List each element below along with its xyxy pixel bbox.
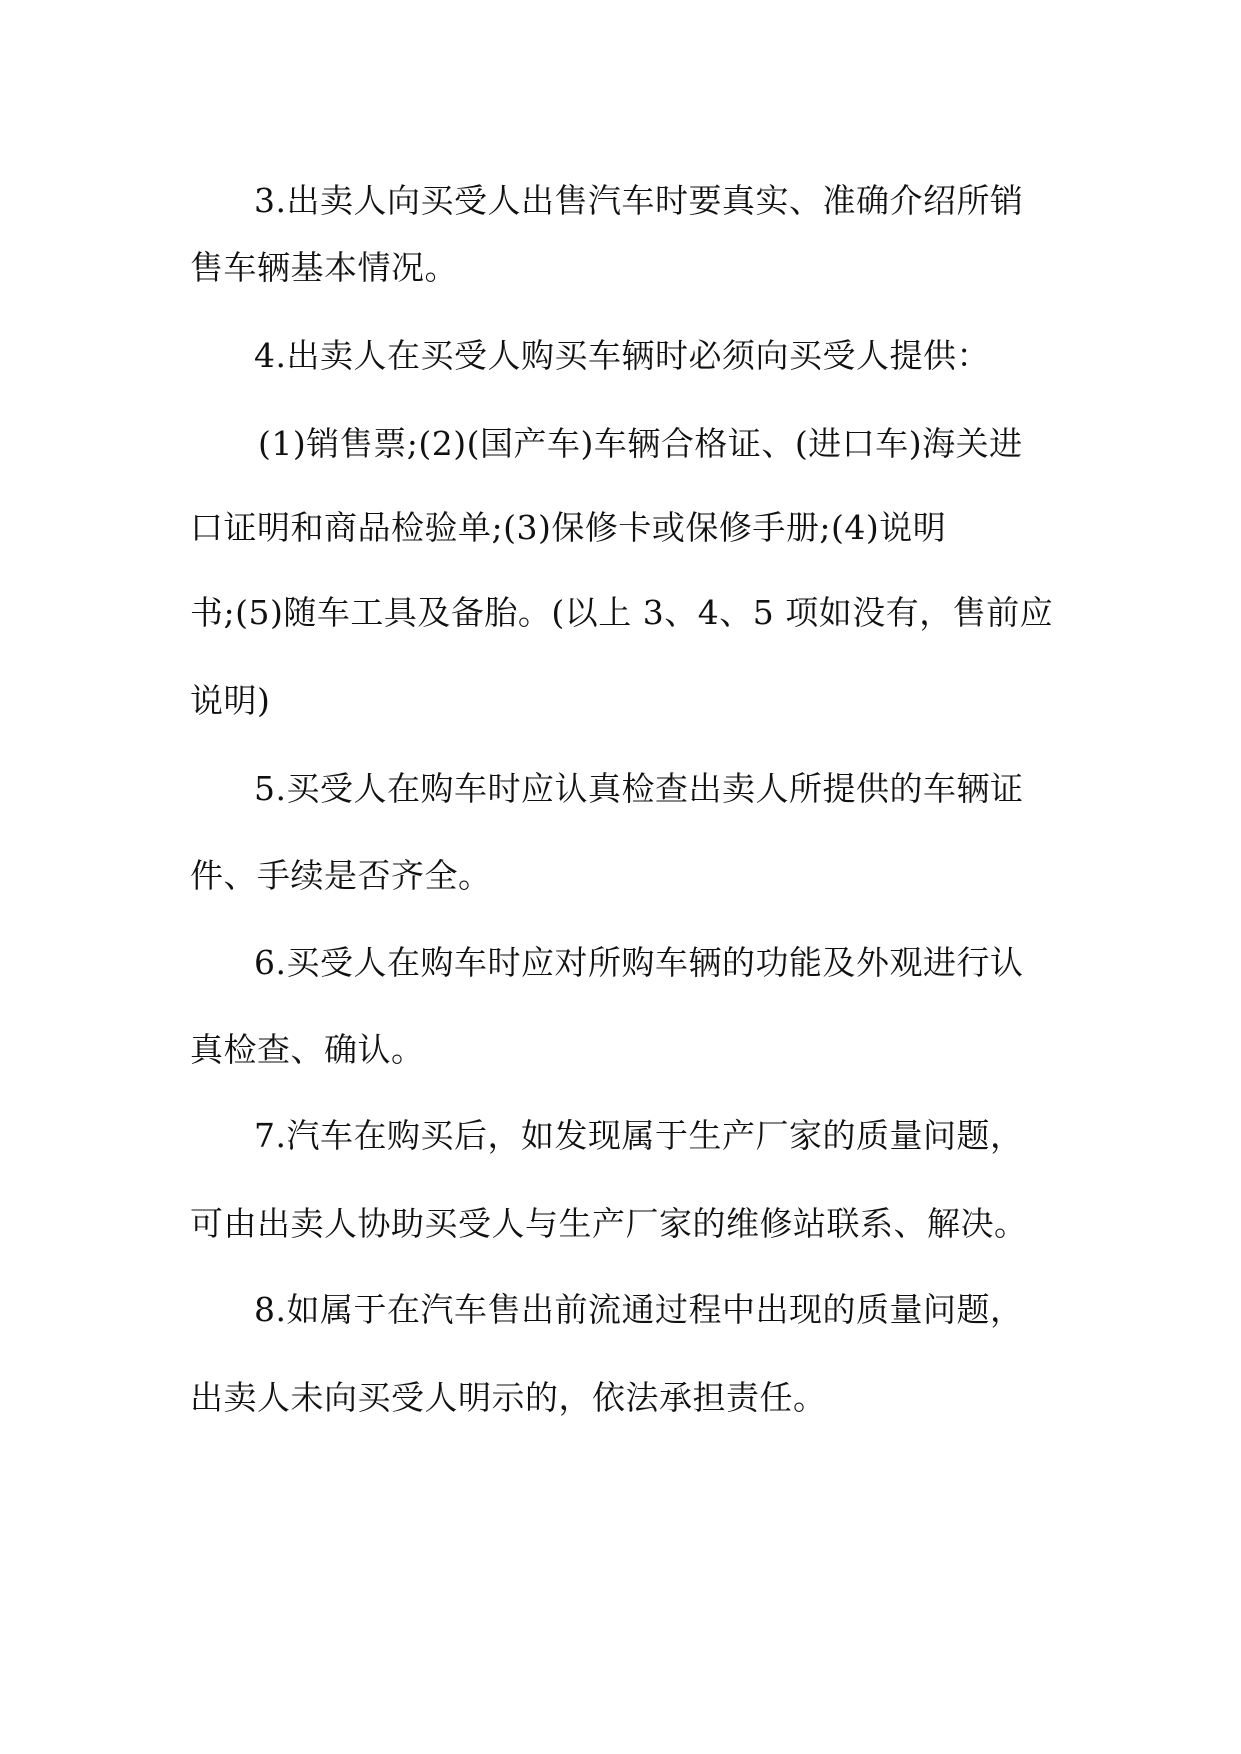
items-list-line-3: 书;(5)随车工具及备胎。(以上 3、4、5 项如没有，售前应 [190,593,1054,632]
paragraph-5-line-2: 件、手续是否齐全。 [190,856,492,895]
paragraph-6-line-1: 6.买受人在购车时应对所购车辆的功能及外观进行认 [254,943,1024,982]
paragraph-6-line-2: 真检查、确认。 [190,1030,425,1069]
paragraph-3-line-2: 售车辆基本情况。 [190,248,458,287]
paragraph-8-line-1: 8.如属于在汽车售出前流通过程中出现的质量问题， [254,1290,1024,1329]
items-list-line-4: 说明) [190,681,271,720]
paragraph-8-line-2: 出卖人未向买受人明示的，依法承担责任。 [190,1378,827,1417]
items-list-line-2: 口证明和商品检验单;(3)保修卡或保修手册;(4)说明 [190,508,947,547]
paragraph-7-line-1: 7.汽车在购买后，如发现属于生产厂家的质量问题， [254,1116,1024,1155]
paragraph-5-line-1: 5.买受人在购车时应认真检查出卖人所提供的车辆证 [254,769,1024,808]
paragraph-3-line-1: 3.出卖人向买受人出售汽车时要真实、准确介绍所销 [254,181,1024,220]
items-list-line-1: (1)销售票;(2)(国产车)车辆合格证、(进口车)海关进 [258,424,1023,463]
paragraph-7-line-2: 可由出卖人协助买受人与生产厂家的维修站联系、解决。 [190,1204,1028,1243]
paragraph-4-line-1: 4.出卖人在买受人购买车辆时必须向买受人提供： [254,336,990,375]
